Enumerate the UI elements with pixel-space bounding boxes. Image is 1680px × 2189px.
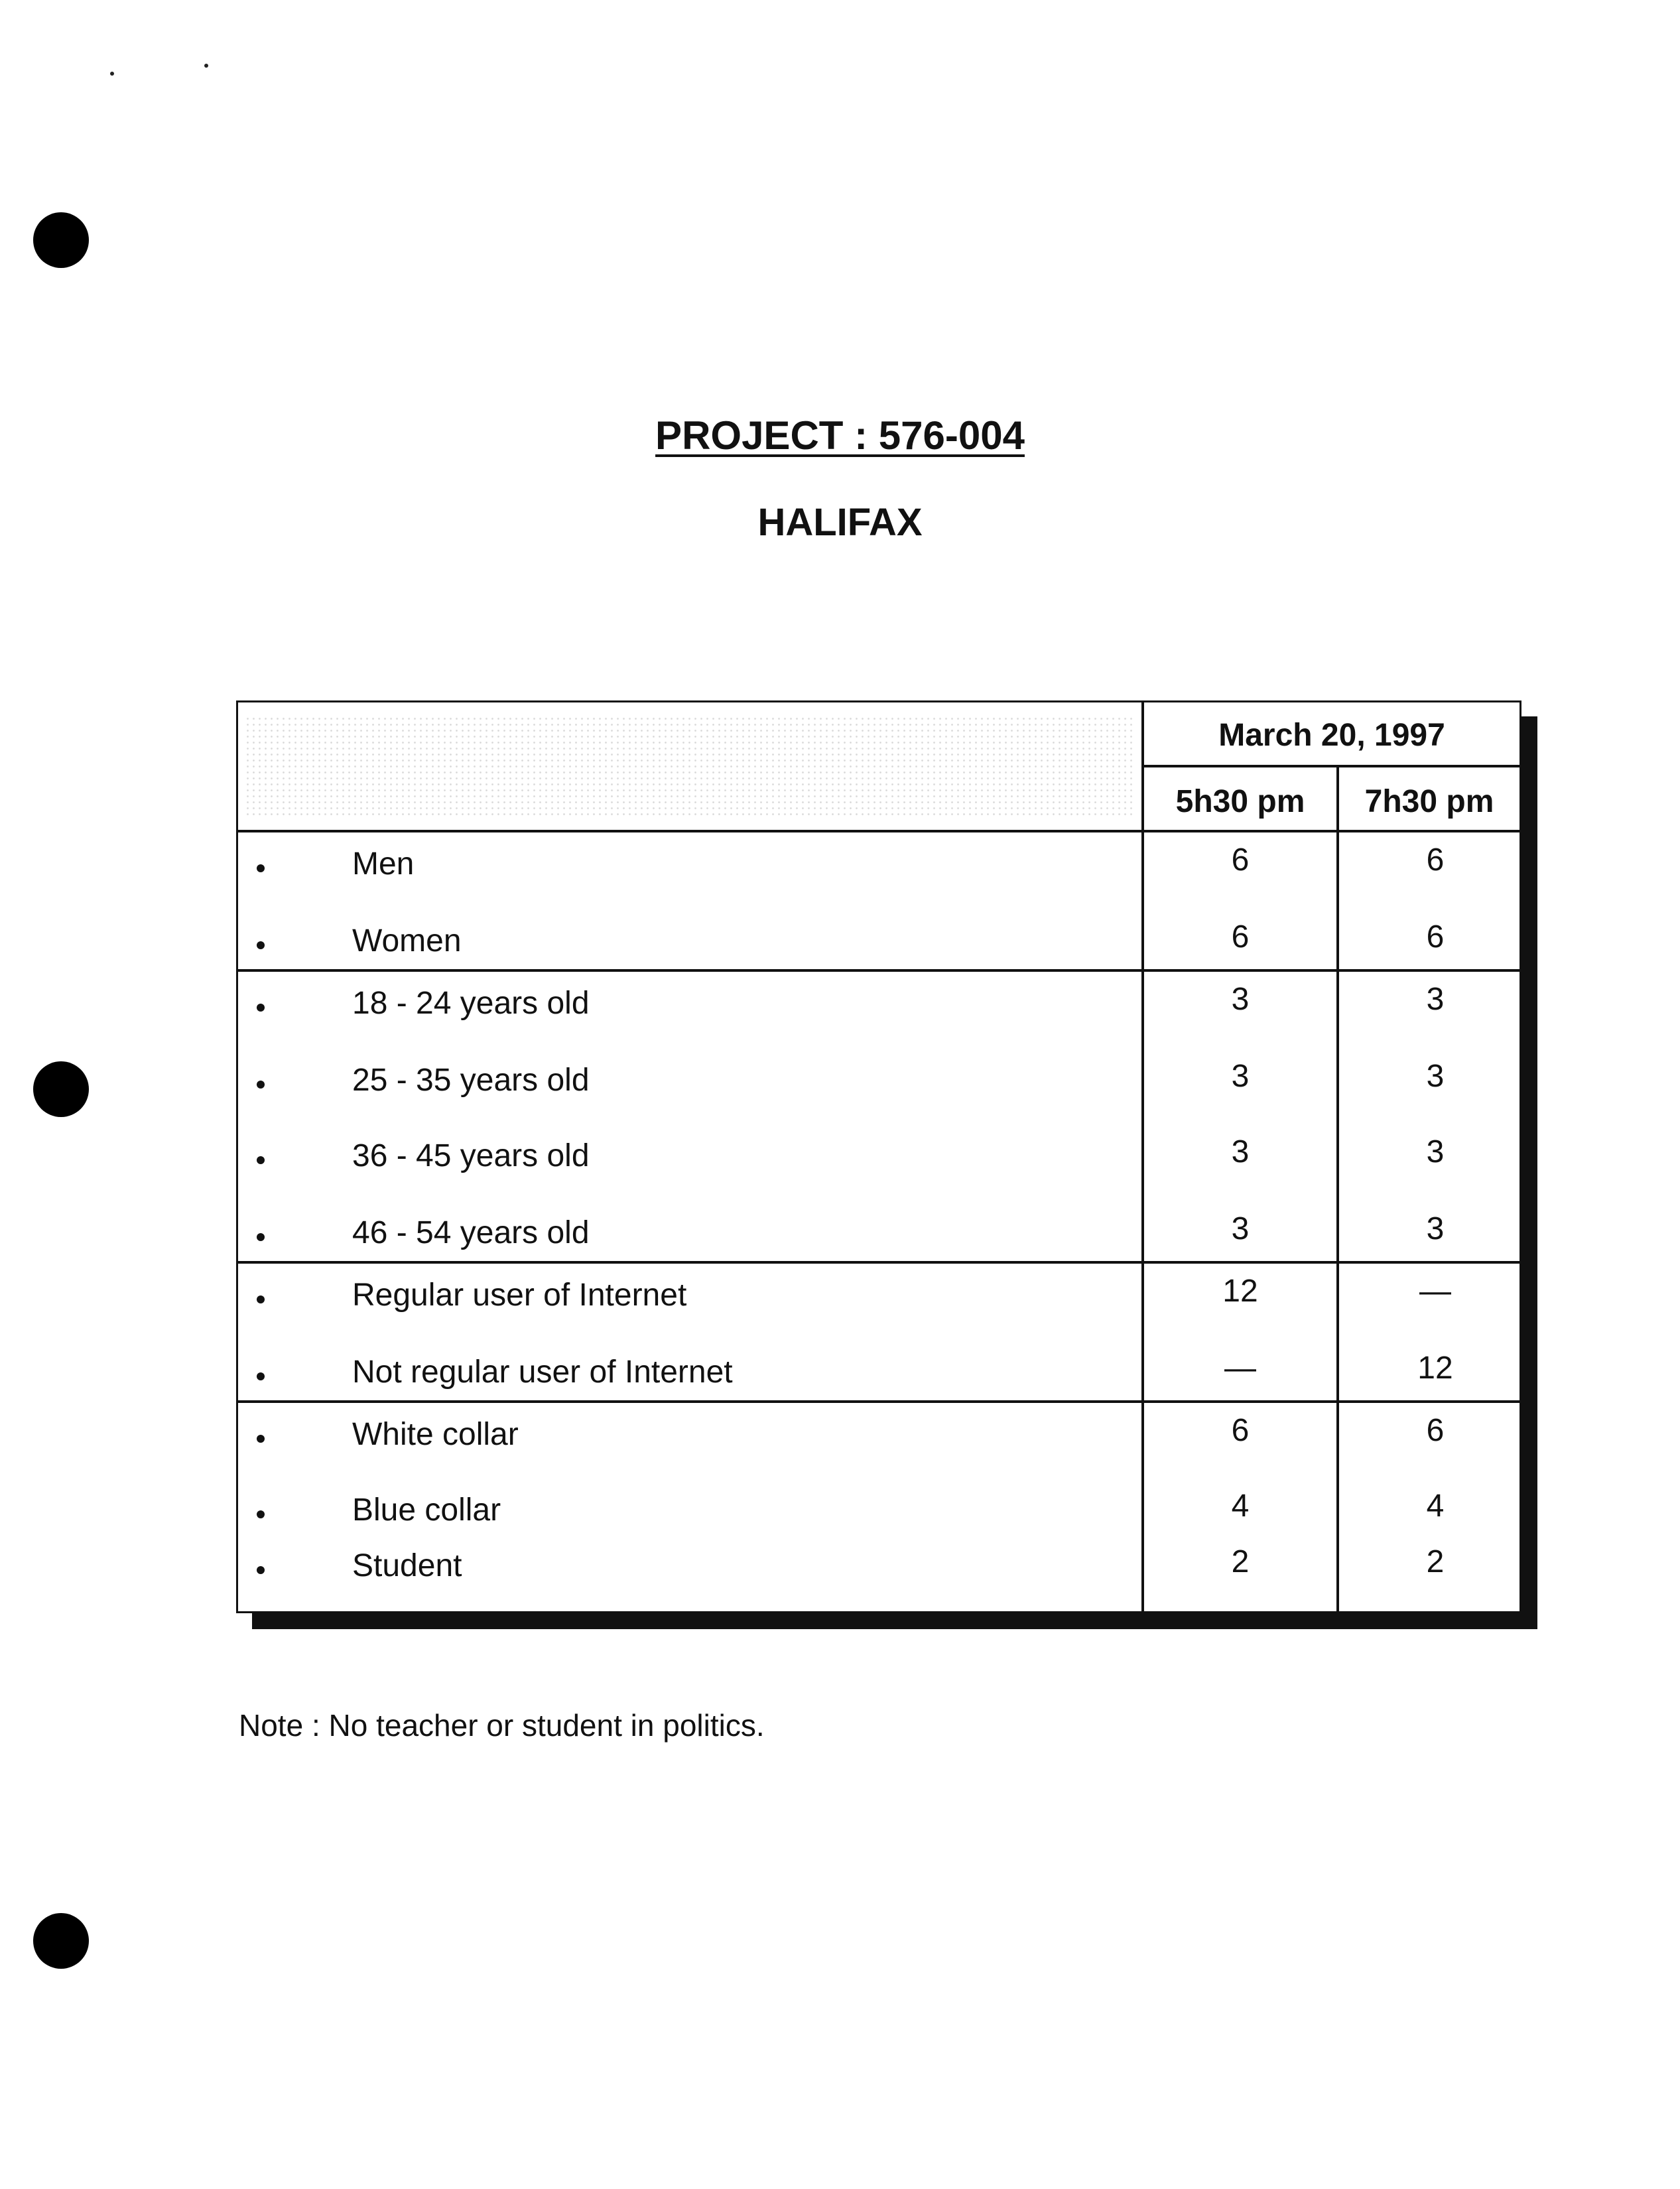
cell-5h30: 3	[1231, 1059, 1250, 1094]
cell-7h30: 3	[1426, 1059, 1445, 1094]
bullet	[257, 1233, 265, 1241]
table-row	[238, 972, 1519, 1049]
scan-speck	[204, 64, 208, 68]
row-label: Student	[352, 1548, 462, 1583]
bullet	[257, 1081, 265, 1089]
table-box	[236, 700, 1521, 1613]
header-divider	[1141, 765, 1519, 767]
row-label: Blue collar	[352, 1492, 501, 1528]
cell-7h30: 2	[1426, 1544, 1445, 1579]
row-label: Not regular user of Internet	[352, 1355, 733, 1390]
city-title: HALIFAX	[757, 501, 923, 544]
row-label: Women	[352, 923, 462, 959]
bullet	[257, 864, 265, 872]
bullet	[257, 1435, 265, 1443]
row-label: Regular user of Internet	[352, 1278, 687, 1313]
cell-7h30: 12	[1417, 1351, 1453, 1386]
cell-5h30: 6	[1231, 842, 1250, 878]
participants-table	[236, 700, 1521, 1613]
cell-7h30: 6	[1426, 919, 1445, 955]
column-header-7h30: 7h30 pm	[1364, 784, 1494, 819]
column-header-5h30: 5h30 pm	[1175, 784, 1305, 819]
punch-hole-middle	[33, 1061, 89, 1117]
cell-5h30: 6	[1231, 1413, 1250, 1448]
header-noise	[245, 716, 1133, 815]
scan-speck	[110, 72, 114, 76]
table-row	[238, 1264, 1519, 1341]
cell-5h30: 6	[1231, 919, 1250, 955]
row-label: 18 - 24 years old	[352, 986, 590, 1021]
bullet	[257, 1510, 265, 1518]
bullet	[257, 1156, 265, 1164]
table-row	[238, 1124, 1519, 1201]
date-header: March 20, 1997	[1218, 718, 1445, 753]
cell-7h30: 4	[1426, 1489, 1445, 1524]
cell-5h30: 12	[1222, 1274, 1258, 1309]
table-row	[238, 1534, 1519, 1611]
cell-5h30: 3	[1231, 982, 1250, 1017]
table-row	[238, 1049, 1519, 1126]
bullet	[257, 1566, 265, 1574]
cell-7h30: 6	[1426, 1413, 1445, 1448]
row-label: 36 - 45 years old	[352, 1138, 590, 1173]
footnote: Note : No teacher or student in politics.	[239, 1708, 765, 1743]
bullet	[257, 1295, 265, 1303]
cell-5h30: 3	[1231, 1211, 1250, 1246]
table-row	[238, 832, 1519, 909]
row-label: 25 - 35 years old	[352, 1063, 590, 1098]
cell-7h30: —	[1419, 1274, 1451, 1309]
cell-5h30: 4	[1231, 1489, 1250, 1524]
row-label: Men	[352, 846, 415, 882]
project-title: PROJECT : 576-004	[655, 413, 1025, 458]
cell-7h30: 3	[1426, 1134, 1445, 1169]
punch-hole-top	[33, 212, 89, 268]
row-label: 46 - 54 years old	[352, 1215, 590, 1250]
bullet	[257, 1004, 265, 1012]
cell-5h30: —	[1224, 1351, 1256, 1386]
row-label: White collar	[352, 1417, 519, 1452]
cell-7h30: 3	[1426, 982, 1445, 1017]
bullet	[257, 941, 265, 949]
punch-hole-bottom	[33, 1913, 89, 1969]
cell-5h30: 2	[1231, 1544, 1250, 1579]
cell-7h30: 3	[1426, 1211, 1445, 1246]
table-row	[238, 1403, 1519, 1480]
bullet	[257, 1372, 265, 1380]
cell-5h30: 3	[1231, 1134, 1250, 1169]
cell-7h30: 6	[1426, 842, 1445, 878]
